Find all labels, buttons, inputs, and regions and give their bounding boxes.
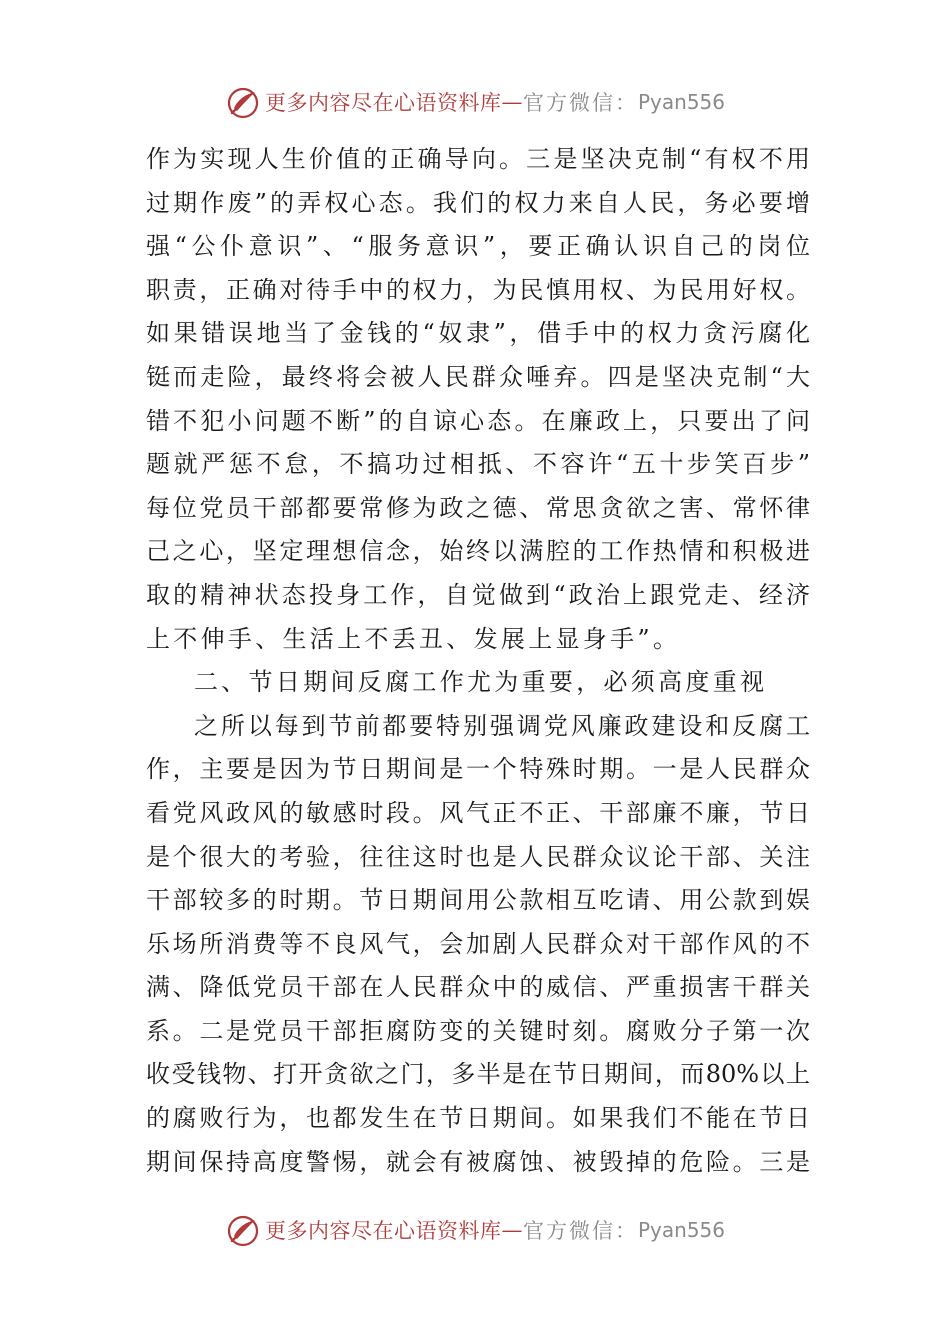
text-line-15: 作，主要是因为节日期间是一个特殊时期。一是人民群众	[146, 755, 810, 784]
text-line-1: 作为实现人生价值的正确导向。三是坚决克制“有权不用	[146, 145, 810, 173]
text-line-17: 是个很大的考验，往往这时也是人民群众议论干部、关注	[146, 842, 810, 871]
text-line-18: 干部较多的时期。节日期间用公款相互吃请、用公款到娱	[146, 886, 810, 915]
header-dash: —	[501, 90, 523, 114]
section-heading: 二、节日期间反腐工作尤为重要，必须高度重视	[194, 668, 768, 697]
text-line-20: 满、降低党员干部在人民群众中的威信、严重损害干群关	[146, 973, 810, 1002]
text-line-12: 上不伸手、生活上不丢丑、发展上显身手”。	[146, 624, 681, 653]
text-line-11: 取的精神状态投身工作，自觉做到“政治上跟党走、经济	[146, 580, 810, 609]
text-line-21: 系。二是党员干部拒腐防变的关键时刻。腐败分子第一次	[146, 1016, 810, 1045]
footer-wechat-id: Pyan556	[637, 1218, 725, 1242]
text-line-7: 错不犯小问题不断”的自谅心态。在廉政上，只要出了问	[146, 406, 810, 435]
text-line-19: 乐场所消费等不良风气，会加剧人民群众对干部作风的不	[146, 929, 810, 958]
header-wechat-id: Pyan556	[637, 90, 725, 114]
header-banner	[0, 80, 950, 124]
header-label: 官方微信：	[522, 91, 638, 115]
header-brand-text: 更多内容尽在心语资料库	[264, 91, 502, 115]
text-line-9: 每位党员干部都要常修为政之德、常思贪欲之害、常怀律	[146, 493, 810, 522]
text-line-2: 过期作废”的弄权心态。我们的权力来自人民，务必要增	[146, 188, 810, 217]
text-line-3: 强“公仆意识”、“服务意识”，要正确认识自己的岗位	[146, 232, 810, 261]
text-line-10: 己之心，坚定理想信念，始终以满腔的工作热情和积极进	[146, 537, 810, 566]
footer-dash: —	[501, 1218, 523, 1242]
text-line-16: 看党风政风的敏感时段。风气正不正、干部廉不廉，节日	[146, 798, 810, 827]
brand-logo-icon	[225, 84, 261, 120]
text-line-6: 铤而走险，最终将会被人民群众唾弃。四是坚决克制“大	[146, 362, 810, 391]
text-line-23: 的腐败行为，也都发生在节日期间。如果我们不能在节日	[146, 1104, 810, 1133]
footer-banner	[0, 1208, 950, 1252]
text-line-8: 题就严惩不怠，不搞功过相抵、不容许“五十步笑百步”	[146, 450, 810, 479]
text-line-4: 职责，正确对待手中的权力，为民慎用权、为民用好权。	[146, 275, 810, 304]
document-body	[146, 138, 810, 1184]
text-line-22: 收受钱物、打开贪欲之门，多半是在节日期间，而80%以上	[146, 1060, 810, 1089]
footer-label: 官方微信：	[522, 1219, 638, 1243]
brand-logo-icon	[225, 1212, 261, 1248]
text-line-24: 期间保持高度警惕，就会有被腐蚀、被毁掉的危险。三是	[146, 1147, 810, 1176]
text-line-14: 之所以每到节前都要特别强调党风廉政建设和反腐工	[194, 711, 810, 740]
footer-brand-text: 更多内容尽在心语资料库	[264, 1219, 502, 1243]
text-line-5: 如果错误地当了金钱的“奴隶”，借手中的权力贪污腐化	[146, 319, 810, 348]
